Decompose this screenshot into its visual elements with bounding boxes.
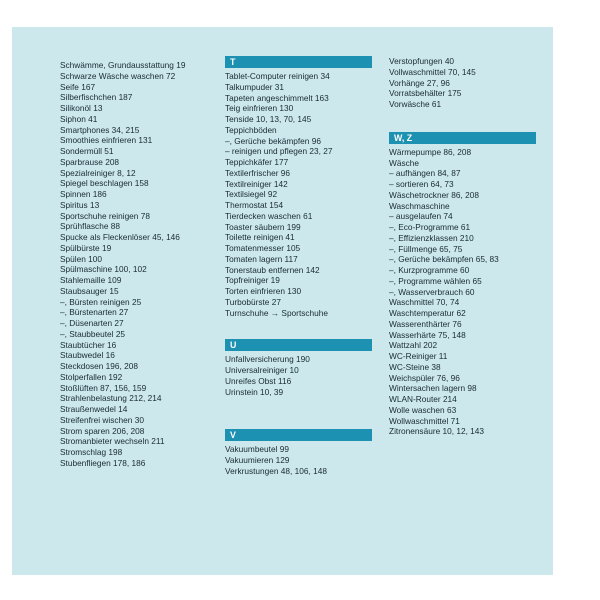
index-entry: Stromschlag 198: [60, 447, 123, 457]
index-entry: Waschtemperatur 62: [389, 308, 466, 318]
index-entry: Spülbürste 19: [60, 242, 112, 253]
index-entry: Spiritus 13: [60, 199, 100, 210]
index-entry: Schwämme, Grundausstattung 19: [60, 60, 186, 70]
index-entry: Sportschuhe reinigen 78: [60, 210, 150, 221]
index-entry: –, Kurzprogramme 60: [389, 265, 470, 275]
section-u-entries: [225, 354, 372, 397]
section-v-entries: [225, 444, 372, 476]
index-entry: Tomatenmesser 105: [225, 243, 301, 253]
index-entry: – reinigen und pflegen 23, 27: [225, 146, 333, 157]
section-header-t: T: [225, 56, 372, 68]
index-entry: Zitronensäure 10, 12, 143: [389, 426, 485, 437]
index-entry: Vakuumieren 129: [225, 455, 290, 465]
index-entry: Tenside 10, 13, 70, 145: [225, 114, 312, 124]
index-entry: Stubenfliegen 178, 186: [60, 457, 146, 468]
index-column-3: [389, 56, 536, 437]
index-entry: Teppichkäfer 177: [225, 157, 289, 167]
index-entry: Sparbrause 208: [60, 156, 120, 167]
index-entry: Vorhänge 27, 96: [389, 77, 450, 88]
index-entry: Wattzahl 202: [389, 340, 438, 351]
index-entry: Universalreiniger 10: [225, 365, 299, 375]
index-entry: Unfallversicherung 190: [225, 354, 310, 365]
section-header-wz: W, Z: [389, 132, 536, 144]
index-entry: Stahlemaille 109: [60, 275, 122, 285]
index-entry: Topfreiniger 19: [225, 275, 280, 286]
index-entry: Silikonöl 13: [60, 103, 103, 113]
index-column-1: [60, 60, 185, 469]
section-t-entries: [225, 71, 372, 318]
index-entry: Wollwaschmittel 71: [389, 415, 460, 426]
index-entry: Textilerfrischer 96: [225, 167, 291, 178]
index-entry: Staubwedel 16: [60, 350, 115, 361]
index-entry: Unreifes Obst 116: [225, 375, 292, 386]
index-entry: Stoßlüften 87, 156, 159: [60, 382, 147, 393]
index-entry: Spezialreiniger 8, 12: [60, 167, 136, 178]
index-entry: Spucke als Fleckenlöser 45, 146: [60, 232, 180, 242]
index-entry: Spinnen 186: [60, 189, 107, 199]
index-entry: Vorwäsche 61: [389, 99, 442, 109]
index-entry: –, Programme wählen 65: [389, 275, 482, 286]
section-v-continued-entries: [389, 56, 536, 110]
index-entry: Turbobürste 27: [225, 296, 281, 307]
index-entry: Toilette reinigen 41: [225, 232, 295, 243]
index-entry: –, Effizienzklassen 210: [389, 232, 474, 243]
index-entry: Torten einfrieren 130: [225, 286, 302, 296]
index-entry: Toaster säubern 199: [225, 221, 301, 232]
index-entry: Strahlenbelastung 212, 214: [60, 393, 162, 404]
index-column-2: [225, 56, 372, 477]
index-entry: –, Düsenarten 27: [60, 318, 124, 328]
index-entry: Teig einfrieren 130: [225, 103, 294, 114]
index-entry: Steckdosen 196, 208: [60, 361, 138, 371]
index-entry: Tapeten angeschimmelt 163: [225, 92, 329, 103]
index-entry: Strom sparen 206, 208: [60, 425, 145, 436]
index-entry: Wäschetrockner 86, 208: [389, 189, 479, 200]
index-entry: Turnschuhe → Sportschuhe: [225, 307, 328, 318]
index-entry: –, Staubbeutel 25: [60, 328, 126, 339]
index-entry: Siphon 41: [60, 113, 98, 124]
index-entry: Verstopfungen 40: [389, 56, 455, 66]
index-entry: Tomaten lagern 117: [225, 253, 298, 264]
index-entry: WC-Steine 38: [389, 361, 441, 372]
index-entry: Stromanbieter wechseln 211: [60, 436, 165, 447]
index-entry: Wolle waschen 63: [389, 404, 457, 415]
index-entry: Silberfischchen 187: [60, 92, 133, 103]
index-entry: Schwarze Wäsche waschen 72: [60, 70, 176, 81]
index-entry: –, Wasserverbrauch 60: [389, 286, 475, 297]
index-entry: Thermostat 154: [225, 200, 284, 210]
index-entry: Seife 167: [60, 81, 96, 92]
index-entry: –, Bürsten reinigen 25: [60, 296, 142, 307]
index-entry: Wintersachen lagern 98: [389, 383, 477, 394]
index-entry: Sondermüll 51: [60, 146, 114, 156]
section-wz-entries: [389, 147, 536, 437]
index-entry: Smoothies einfrieren 131: [60, 135, 153, 146]
index-entry: Wäsche: [389, 157, 419, 168]
index-entry: Streifenfrei wischen 30: [60, 414, 144, 425]
index-page: [12, 27, 553, 575]
index-entry: Wasserenthärter 76: [389, 318, 462, 329]
index-entry: Weichspüler 76, 96: [389, 372, 460, 383]
index-entry: Wasserhärte 75, 148: [389, 329, 466, 340]
index-entry: –, Füllmenge 65, 75: [389, 243, 463, 254]
index-entry: Spiegel beschlagen 158: [60, 178, 149, 189]
index-entry: –, Gerüche bekämpfen 96: [225, 135, 321, 146]
index-entry: Spülmaschine 100, 102: [60, 264, 147, 275]
index-entry: – sortieren 64, 73: [389, 179, 454, 189]
index-entry: – ausgelaufen 74: [389, 211, 453, 222]
index-entry: Tablet-Computer reinigen 34: [225, 71, 330, 81]
index-entry: Spülen 100: [60, 253, 102, 264]
index-entry: Talkumpuder 31: [225, 81, 285, 92]
index-entry: Vorratsbehälter 175: [389, 88, 462, 99]
index-entry: Stolperfallen 192: [60, 371, 123, 382]
index-entry: Textilsiegel 92: [225, 189, 278, 200]
index-entry: Urinstein 10, 39: [225, 386, 284, 397]
index-entry: –, Gerüche bekämpfen 65, 83: [389, 254, 499, 265]
index-entry: Staubtücher 16: [60, 339, 117, 350]
index-entry: Verkrustungen 48, 106, 148: [225, 465, 327, 476]
index-entry: Tonerstaub entfernen 142: [225, 264, 320, 275]
index-entry: –, Eco-Programme 61: [389, 222, 471, 232]
index-entry: – aufhängen 84, 87: [389, 168, 461, 179]
index-entry: Sprühflasche 88: [60, 221, 120, 232]
index-entry: Waschmittel 70, 74: [389, 297, 460, 308]
index-entry: Textilreiniger 142: [225, 178, 288, 189]
index-entry: Vakuumbeutel 99: [225, 444, 289, 455]
index-entry: Wärmepumpe 86, 208: [389, 146, 472, 157]
index-entry: Tierdecken waschen 61: [225, 210, 313, 221]
section-header-u: U: [225, 339, 372, 351]
index-entry: WC-Reiniger 11: [389, 351, 448, 361]
index-entry: Teppichböden: [225, 124, 277, 135]
index-entry: Waschmaschine: [389, 200, 450, 211]
index-entry: Staubsauger 15: [60, 285, 119, 296]
index-entry: Smartphones 34, 215: [60, 124, 140, 135]
index-entry: Straußenwedel 14: [60, 404, 128, 414]
index-entry: Vollwaschmittel 70, 145: [389, 66, 476, 77]
index-entry: –, Bürstenarten 27: [60, 307, 129, 318]
section-header-v: V: [225, 429, 372, 441]
index-entry: WLAN-Router 214: [389, 394, 457, 404]
